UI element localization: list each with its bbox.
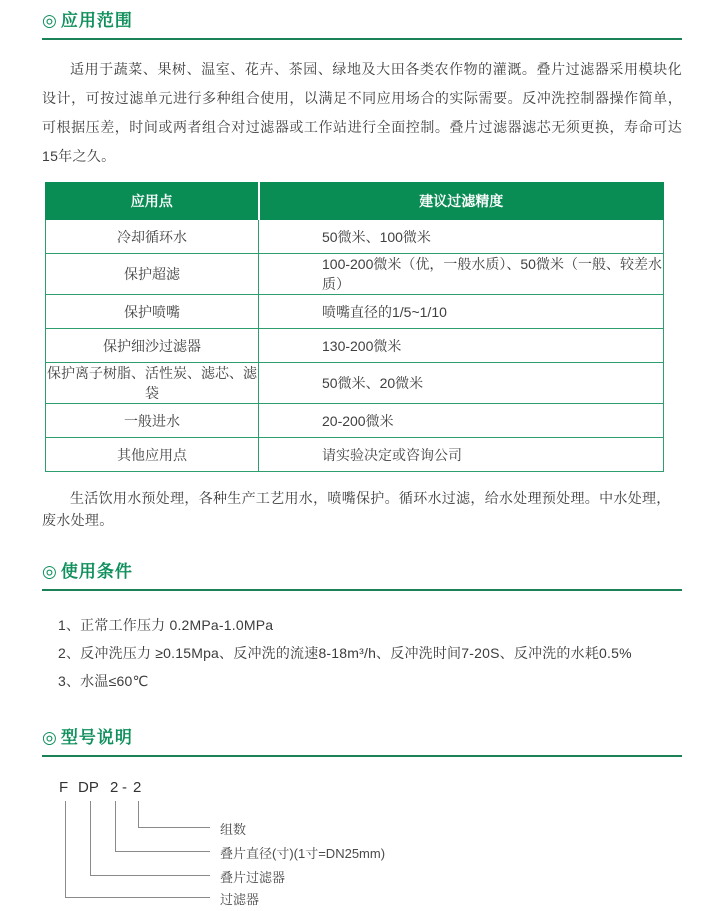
section-conditions-header: [42, 560, 682, 584]
table-row: [46, 438, 664, 472]
section-application-header: [42, 9, 682, 33]
table-row: [46, 295, 664, 329]
table-cell-precision: 50微米、20微米: [259, 363, 664, 404]
diagram-connector-line: [65, 897, 210, 898]
diagram-connector-line: [90, 875, 210, 876]
table-row: [46, 404, 664, 438]
table-header-recommended-precision: 建议过滤精度: [259, 183, 664, 220]
section-conditions-title: 使用条件: [60, 562, 133, 581]
section-divider-rule: [42, 38, 682, 40]
diagram-connector-line: [90, 801, 91, 875]
diagram-connector-line: [115, 851, 210, 852]
model-code-part: 2: [133, 779, 142, 796]
table-cell-application: 一般进水: [46, 404, 259, 438]
table-cell-precision: 50微米、100微米: [259, 220, 664, 254]
diagram-connector-line: [138, 801, 139, 827]
application-footnote: 生活饮用水预处理，各种生产工艺用水，喷嘴保护。循环水过滤，给水处理预处理。中水处理，废水处理。: [42, 490, 671, 528]
section-model-title: 型号说明: [60, 728, 133, 747]
section-bullet-icon: ◎: [42, 728, 57, 747]
diagram-connector-line: [138, 827, 210, 828]
section-divider-rule: [42, 589, 682, 591]
table-cell-application: 其他应用点: [46, 438, 259, 472]
model-code-diagram: [42, 779, 682, 911]
table-cell-precision: 130-200微米: [259, 329, 664, 363]
diagram-label-group-count: 组数: [220, 822, 247, 837]
table-cell-application: 保护离子树脂、活性炭、滤芯、滤袋: [46, 363, 259, 404]
section-bullet-icon: ◎: [42, 562, 57, 581]
section-application-title: 应用范围: [60, 11, 133, 30]
condition-item: 2、反冲洗压力 ≥0.15Mpa、反冲洗的流速8-18m³/h、反冲洗时间7-20S、反冲洗的水耗0.5%: [58, 645, 632, 661]
table-header-application-point: 应用点: [46, 183, 259, 220]
table-row: [46, 220, 664, 254]
section-model-header: [42, 726, 682, 750]
diagram-connector-line: [65, 801, 66, 897]
diagram-label-filter: 过滤器: [220, 892, 260, 907]
section-bullet-icon: ◎: [42, 11, 57, 30]
table-cell-application: 冷却循环水: [46, 220, 259, 254]
table-cell-application: 保护超滤: [46, 254, 259, 295]
table-row: [46, 254, 664, 295]
model-code-part: 2: [110, 779, 119, 796]
model-code-part: -: [122, 779, 127, 796]
table-cell-precision: 20-200微米: [259, 404, 664, 438]
table-cell-application: 保护细沙过滤器: [46, 329, 259, 363]
filtration-precision-table: [45, 182, 664, 472]
diagram-label-disc-filter: 叠片过滤器: [220, 870, 286, 885]
condition-item: 3、水温≤60℃: [58, 673, 149, 689]
conditions-list: [42, 611, 682, 695]
table-cell-application: 保护喷嘴: [46, 295, 259, 329]
table-cell-precision: 请实验决定或咨询公司: [259, 438, 664, 472]
model-code-part: DP: [78, 779, 99, 796]
diagram-connector-line: [115, 801, 116, 851]
diagram-label-disc-diameter: 叠片直径(寸)(1寸=DN25mm): [220, 846, 386, 861]
table-row: [46, 363, 664, 404]
section-divider-rule: [42, 755, 682, 757]
application-paragraph: 适用于蔬菜、果树、温室、花卉、茶园、绿地及大田各类农作物的灌溉。叠片过滤器采用模块化设计，可按过滤单元进行多种组合使用，以满足不同应用场合的实际需要。反冲洗控制器操作简单，可根据压差，时间或两者组合对过滤器或工作站进行全面控制。叠片过滤器滤芯无须更换，寿命可达15年之久。: [42, 61, 682, 164]
condition-item: 1、正常工作压力 0.2MPa-1.0MPa: [58, 617, 274, 633]
table-header-row: [46, 183, 664, 220]
table-row: [46, 329, 664, 363]
table-cell-precision: 100-200微米（优，一般水质）、50微米（一般、较差水质）: [259, 254, 664, 295]
table-cell-precision: 喷嘴直径的1/5~1/10: [259, 295, 664, 329]
model-code-part: F: [59, 779, 69, 796]
